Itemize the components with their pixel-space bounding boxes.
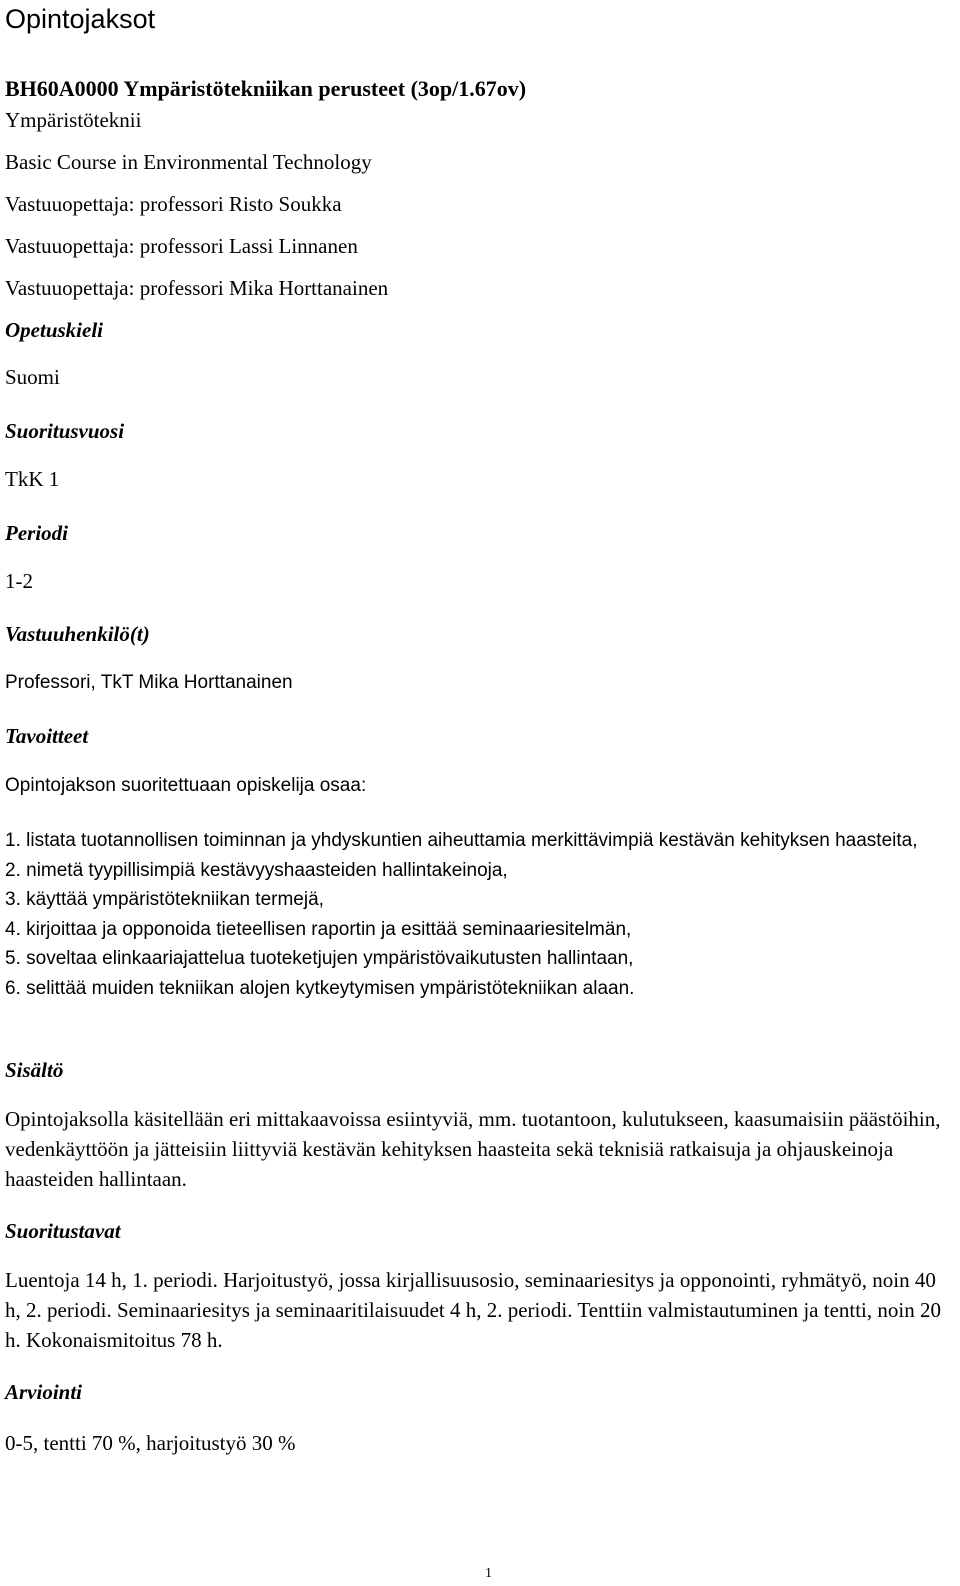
assessment-value: 0-5, tentti 70 %, harjoitustyö 30 % [5, 1431, 296, 1455]
year-value: TkK 1 [5, 467, 60, 491]
teacher-line: Vastuuopettaja: professori Lassi Linnanen [5, 234, 358, 258]
assessment-label: Arviointi [5, 1380, 83, 1404]
list-item: 2. nimetä tyypillisimpiä kestävyyshaasteiden hallintakeinoja, [5, 859, 508, 881]
language-label: Opetuskieli [5, 318, 103, 342]
list-item: 1. listata tuotannollisen toiminnan ja yhdyskuntien aiheuttamia merkittävimpiä kestävän kehityksen haasteita, [5, 830, 918, 851]
methods-text: Luentoja 14 h, 1. periodi. Harjoitustyö, jossa kirjallisuusosio, seminaariesitys ja opponointi, ryhmätyö, noin 40 h, 2. periodi. Seminaariesitys ja seminaaritilaisuudet 4 h, 2. periodi. Tenttiin valmistautuminen ja tentti, noin 20 h. Kokonaismitoitus 78 h. [5, 1268, 941, 1352]
language-value: Suomi [5, 365, 60, 389]
responsible-label: Vastuuhenkilö(t) [5, 622, 150, 646]
methods-label: Suoritustavat [5, 1219, 121, 1243]
page-number: 1 [485, 1566, 492, 1581]
content-label: Sisältö [5, 1058, 64, 1082]
list-item: 3. käyttää ympäristötekniikan termejä, [5, 889, 324, 911]
page-title: Opintojaksot [5, 4, 156, 34]
year-label: Suoritusvuosi [5, 419, 125, 443]
responsible-value: Professori, TkT Mika Horttanainen [5, 672, 293, 693]
goals-label: Tavoitteet [5, 724, 89, 748]
course-short-name: Ympäristöteknii [5, 108, 142, 132]
course-title: BH60A0000 Ympäristötekniikan perusteet (3op/1.67ov) [5, 76, 527, 101]
content-text: Opintojaksolla käsitellään eri mittakaavoissa esiintyviä, mm. tuotantoon, kulutukseen, kaasumaisiin päästöihin, vedenkäyttöön ja jätteisiin liittyviä kestävän kehityksen haasteita sekä teknisiä ratkaisuja ja ohjauskeinoja haasteiden hallintaan. [5, 1107, 941, 1191]
goals-intro: Opintojakson suoritettuaan opiskelija osaa: [5, 775, 367, 796]
teacher-line: Vastuuopettaja: professori Mika Horttanainen [5, 276, 389, 300]
goals-list [5, 826, 950, 1004]
list-item: 5. soveltaa elinkaariajattelua tuoteketjujen ympäristövaikutusten hallintaan, [5, 948, 634, 970]
list-item: 6. selittää muiden tekniikan alojen kytkeytymisen ympäristötekniikan alaan. [5, 977, 635, 999]
list-item: 4. kirjoittaa ja opponoida tieteellisen raportin ja esittää seminaariesitelmän, [5, 918, 632, 940]
period-value: 1-2 [5, 569, 33, 593]
teacher-line: Vastuuopettaja: professori Risto Soukka [5, 192, 342, 216]
period-label: Periodi [5, 521, 68, 545]
course-english-name: Basic Course in Environmental Technology [5, 150, 372, 174]
